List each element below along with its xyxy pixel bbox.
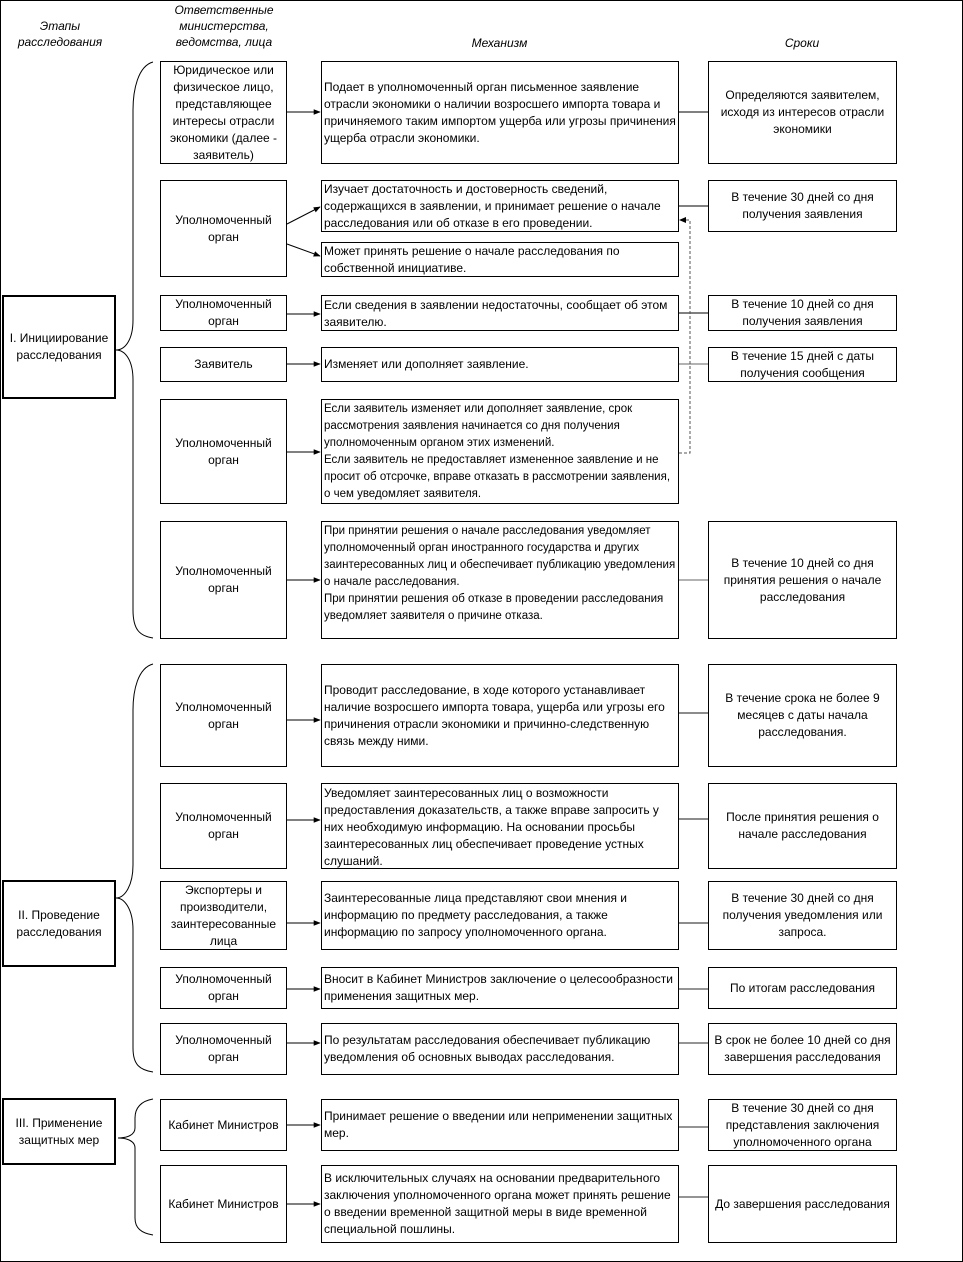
term-box: До завершения расследования	[708, 1165, 897, 1243]
mechanism-box: Заинтересованные лица представляют свои мнения и информацию по предмету расследования, а также информацию по запросу уполномоченного органа.	[321, 881, 679, 950]
mechanism-box: В исключительных случаях на основании предварительного заключения уполномоченного органа может принять решение о введении временной защитной меры в виде временной специальной пошлины.	[321, 1165, 679, 1243]
mechanism-box: Принимает решение о введении или неприменении защитных мер.	[321, 1099, 679, 1151]
term-box: В течение 30 дней со дня представления заключения уполномоченного органа	[708, 1099, 897, 1151]
mechanism-box: Изучает достаточность и достоверность сведений, содержащихся в заявлении, и принимает решение о начале расследования или об отказе в его проведении.	[321, 180, 679, 232]
stage-application: III. Применение защитных мер	[2, 1098, 116, 1165]
actor-box: Уполномоченный орган	[160, 521, 287, 639]
header-mechanism: Механизм	[471, 36, 528, 50]
mechanism-box: Проводит расследование, в ходе которого устанавливает наличие возросшего импорта товара, ущерба или угрозы его причинения отрасли экономики и причинно-следственную связь между ними.	[321, 664, 679, 767]
actor-box: Заявитель	[160, 347, 287, 382]
mechanism-box: Если заявитель изменяет или дополняет заявление, срок рассмотрения заявления начинается со дня получения уполномоченным органом этих изменений. Если заявитель не предоставляет измененное заявление и не просит об отсрочке, вправе отказать в рассмотрении заявления, о чем уведомляет заявителя.	[321, 399, 679, 504]
term-box: В течение 10 дней со дня получения заявления	[708, 295, 897, 331]
term-box: В течение срока не более 9 месяцев с даты начала расследования.	[708, 664, 897, 767]
term-box: В течение 30 дней со дня получения заявления	[708, 180, 897, 232]
header-actors: Ответственные министерства, ведомства, лица	[174, 3, 274, 49]
term-box: После принятия решения о начале расследования	[708, 783, 897, 869]
header-stages: Этапы расследования	[17, 19, 103, 49]
mechanism-box: Если сведения в заявлении недостаточны, сообщает об этом заявителю.	[321, 295, 679, 331]
header-terms: Сроки	[784, 36, 820, 50]
term-box: По итогам расследования	[708, 967, 897, 1009]
actor-box: Уполномоченный орган	[160, 1023, 287, 1075]
actor-box: Уполномоченный орган	[160, 180, 287, 277]
actor-box: Уполномоченный орган	[160, 967, 287, 1009]
mechanism-box: При принятии решения о начале расследования уведомляет уполномоченный орган иностранного государства и других заинтересованных лиц и обеспечивает публикацию уведомления о начале расследования. При принятии решения об отказе в проведении расследования уведомляет заявителя о причине отказа.	[321, 521, 679, 639]
mechanism-box-own-initiative: Может принять решение о начале расследования по собственной инициативе.	[321, 242, 679, 277]
actor-box: Уполномоченный орган	[160, 664, 287, 767]
actor-box: Уполномоченный орган	[160, 295, 287, 331]
term-box: В течение 10 дней со дня принятия решения о начале расследования	[708, 521, 897, 639]
actor-box: Экспортеры и производители, заинтересованные лица	[160, 881, 287, 950]
stage-conduct: II. Проведение расследования	[2, 880, 116, 967]
mechanism-box: Вносит в Кабинет Министров заключение о целесообразности применения защитных мер.	[321, 967, 679, 1009]
mechanism-box: Уведомляет заинтересованных лиц о возможности предоставления доказательств, а также вправе запросить у них необходимую информацию. На основании просьбы заинтересованных лиц обеспечивает проведение устных слушаний.	[321, 783, 679, 869]
stage-initiation: I. Инициирование расследования	[2, 295, 116, 399]
actor-box: Кабинет Министров	[160, 1099, 287, 1151]
term-box: В течение 15 дней с даты получения сообщения	[708, 347, 897, 382]
mechanism-box: Изменяет или дополняет заявление.	[321, 347, 679, 382]
term-box: В срок не более 10 дней со дня завершения расследования	[708, 1023, 897, 1075]
mechanism-box: По результатам расследования обеспечивает публикацию уведомления об основных выводах расследования.	[321, 1023, 679, 1075]
actor-box: Юридическое или физическое лицо, представляющее интересы отрасли экономики (далее - заявитель)	[160, 61, 287, 164]
actor-box: Уполномоченный орган	[160, 399, 287, 504]
actor-box: Кабинет Министров	[160, 1165, 287, 1243]
term-box: Определяются заявителем, исходя из интересов отрасли экономики	[708, 61, 897, 164]
term-box: В течение 30 дней со дня получения уведомления или запроса.	[708, 881, 897, 950]
actor-box: Уполномоченный орган	[160, 783, 287, 869]
mechanism-box: Подает в уполномоченный орган письменное заявление отрасли экономики о наличии возросшего импорта товара и причиняемого таким импортом ущерба или угрозы причинения ущерба отрасли экономики.	[321, 61, 679, 164]
